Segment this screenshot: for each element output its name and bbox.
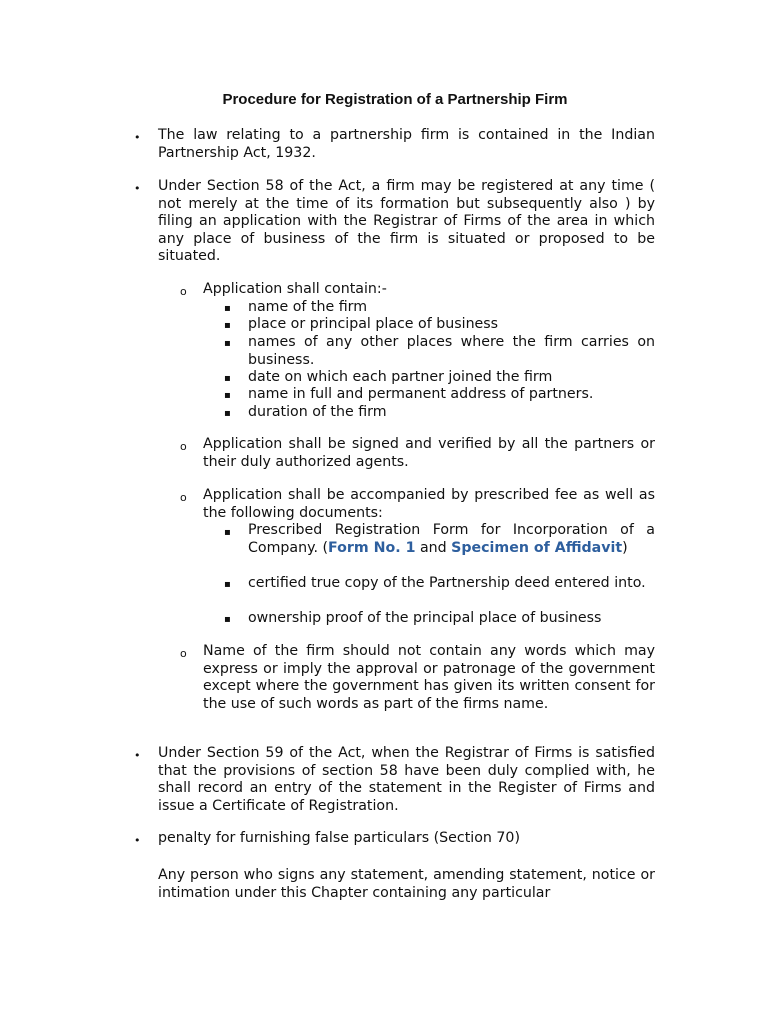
list-item: place or principal place of business xyxy=(248,316,499,332)
bullet-marker: • xyxy=(134,749,141,762)
list-item: name of the firm xyxy=(248,299,368,315)
close-paren-text: ) xyxy=(622,539,628,556)
square-marker: ▪ xyxy=(224,338,231,349)
form-no-1-link[interactable]: Form No. 1 xyxy=(328,539,416,556)
list-item: date on which each partner joined the firm xyxy=(248,369,553,385)
bullet-section-58: Under Section 58 of the Act, a firm may be registered at any time ( not merely at the time of its formation but subsequently also ) by filing an application with the Registrar of Firms of the area in which any place of business of the firm is situated or proposed to be situated. xyxy=(158,178,655,265)
list-item: ownership proof of the principal place of business xyxy=(248,610,602,626)
list-item: names of any other places where the firm carries on business. xyxy=(248,334,655,368)
list-item xyxy=(248,522,655,557)
square-marker: ▪ xyxy=(224,303,231,314)
circle-marker: o xyxy=(180,285,187,298)
bullet-section-59: Under Section 59 of the Act, when the Registrar of Firms is satisfied that the provisions of section 58 have been duly complied with, he shall record an entry of the statement in the Register of Firms and issue a Certificate of Registration. xyxy=(158,745,655,814)
list-item: name in full and permanent address of partners. xyxy=(248,386,594,402)
bullet-penalty: penalty for furnishing false particulars (Section 70) xyxy=(158,830,520,846)
application-signed-text: Application shall be signed and verified by all the partners or their duly authorized agents. xyxy=(203,436,655,470)
bullet-marker: • xyxy=(134,131,141,144)
list-item: duration of the firm xyxy=(248,404,387,420)
application-accompanied-heading: Application shall be accompanied by prescribed fee as well as the following documents: xyxy=(203,487,655,521)
circle-marker: o xyxy=(180,647,187,660)
application-contain-heading: Application shall contain:- xyxy=(203,281,387,297)
square-marker: ▪ xyxy=(224,373,231,384)
bullet-partnership-act: The law relating to a partnership firm is contained in the Indian Partnership Act, 1932. xyxy=(158,127,655,161)
circle-marker: o xyxy=(180,491,187,504)
firm-name-restriction-text: Name of the firm should not contain any words which may express or imply the approval or patronage of the government except where the government has given its written consent for the use of such words as part of the firms name. xyxy=(203,643,655,712)
bullet-marker: • xyxy=(134,834,141,847)
specimen-affidavit-link[interactable]: Specimen of Affidavit xyxy=(451,539,623,556)
square-marker: ▪ xyxy=(224,408,231,419)
square-marker: ▪ xyxy=(224,614,231,625)
bullet-marker: • xyxy=(134,182,141,195)
document-title: Procedure for Registration of a Partnership Firm xyxy=(222,91,568,108)
and-text: and xyxy=(415,539,452,556)
registration-form-text: Prescribed Registration Form for Incorporation of a Company. ( xyxy=(248,522,655,556)
square-marker: ▪ xyxy=(224,320,231,331)
square-marker: ▪ xyxy=(224,527,231,538)
penalty-paragraph: Any person who signs any statement, amending statement, notice or intimation under this Chapter containing any particular xyxy=(158,867,655,901)
circle-marker: o xyxy=(180,440,187,453)
list-item: certified true copy of the Partnership deed entered into. xyxy=(248,575,646,591)
square-marker: ▪ xyxy=(224,579,231,590)
square-marker: ▪ xyxy=(224,390,231,401)
